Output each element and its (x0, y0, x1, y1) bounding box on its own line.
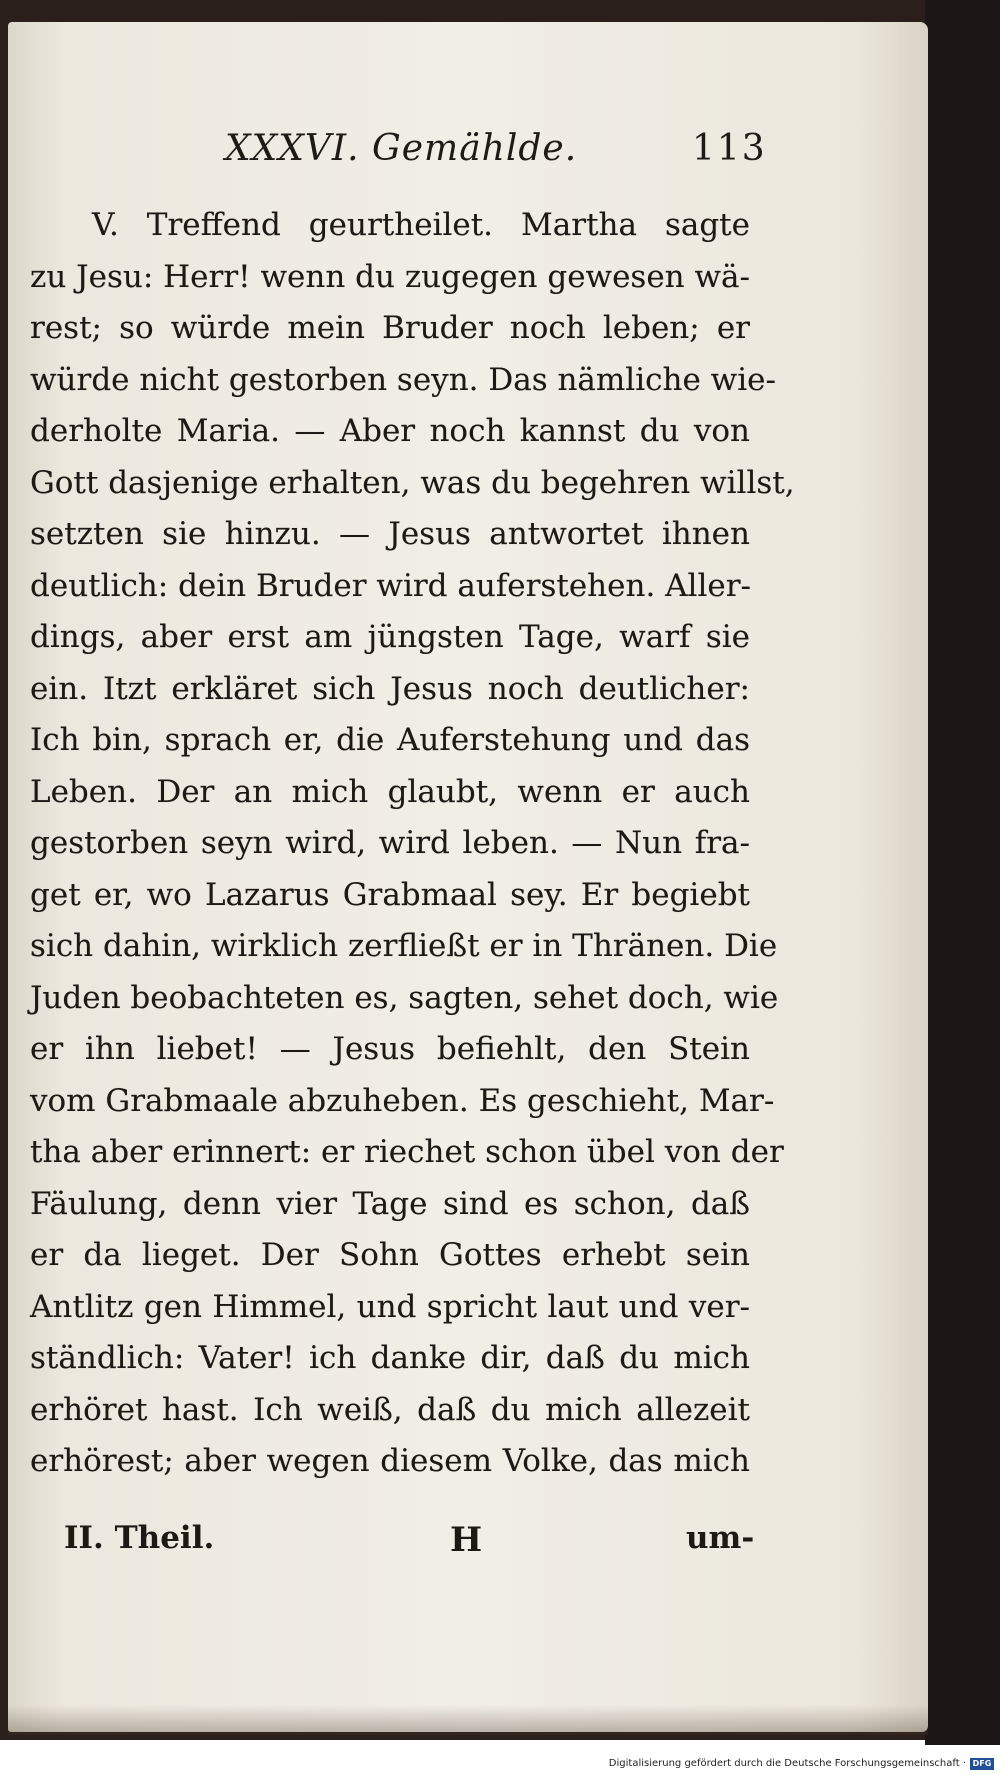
text-line: tha aber erinnert: er riechet schon übel von der (30, 1134, 784, 1170)
book-binding-shadow (925, 0, 1000, 1745)
text-line: er ihn liebet! — Jesus befiehlt, den Stein (30, 1031, 750, 1067)
text-line: Gott dasjenige erhalten, was du begehren willst, (30, 464, 795, 501)
text-line: Leben. Der an mich glaubt, wenn er auch (30, 773, 750, 810)
text-line: er da lieget. Der Sohn Gottes erhebt sein (30, 1237, 750, 1273)
text-line: rest; so würde mein Bruder noch leben; er (30, 310, 750, 346)
text-line: Fäulung, denn vier Tage sind es schon, daß (30, 1185, 750, 1222)
text-line: ein. Itzt erkläret sich Jesus noch deutlicher: (30, 670, 750, 707)
page-footer (0, 1520, 1000, 1570)
body-text (30, 200, 795, 1488)
text-line: derholte Maria. — Aber noch kannst du von (30, 413, 750, 449)
text-line: sich dahin, wirklich zerfließt er in Thränen. Die (30, 928, 778, 964)
text-line: erhöret hast. Ich weiß, daß du mich allezeit (30, 1391, 750, 1428)
text-line: zu Jesu: Herr! wenn du zugegen gewesen wä- (30, 258, 750, 295)
text-line: get er, wo Lazarus Grabmaal sey. Er begiebt (30, 876, 750, 913)
text-line: setzten sie hinzu. — Jesus antwortet ihnen (30, 516, 750, 552)
text-line: würde nicht gestorben seyn. Das nämliche wie- (30, 361, 776, 398)
text-line: deutlich: dein Bruder wird auferstehen. Aller- (30, 567, 752, 604)
page-number: 113 (692, 128, 767, 169)
text-line: ständlich: Vater! ich danke dir, daß du mich (30, 1340, 750, 1376)
text-line: Ich bin, sprach er, die Auferstehung und das (30, 722, 750, 758)
credit-text: Digitalisierung gefördert durch die Deutsche Forschungsgemeinschaft · (608, 1758, 966, 1769)
dfg-logo-icon: DFG (970, 1758, 994, 1770)
text-line: Antlitz gen Himmel, und spricht laut und ver- (30, 1288, 750, 1325)
running-head: XXXVI. Gemählde. (225, 128, 578, 169)
text-line: erhörest; aber wegen diesem Volke, das mich (30, 1443, 750, 1479)
page-bottom-shadow (8, 1705, 928, 1735)
digitization-credit (0, 1753, 1000, 1775)
text-line: vom Grabmaale abzuheben. Es geschieht, Mar- (30, 1082, 775, 1119)
page-header (0, 128, 1000, 178)
signature-mark: H (450, 1520, 483, 1560)
catchword: um- (686, 1520, 755, 1556)
text-line: dings, aber erst am jüngsten Tage, warf sie (30, 619, 750, 655)
text-line: V. Treffend geurtheilet. Martha sagte (92, 207, 750, 243)
volume-signature: II. Theil. (64, 1520, 215, 1556)
text-line: Juden beobachteten es, sagten, sehet doch, wie (30, 979, 779, 1016)
text-line: gestorben seyn wird, wird leben. — Nun fra- (30, 825, 750, 861)
